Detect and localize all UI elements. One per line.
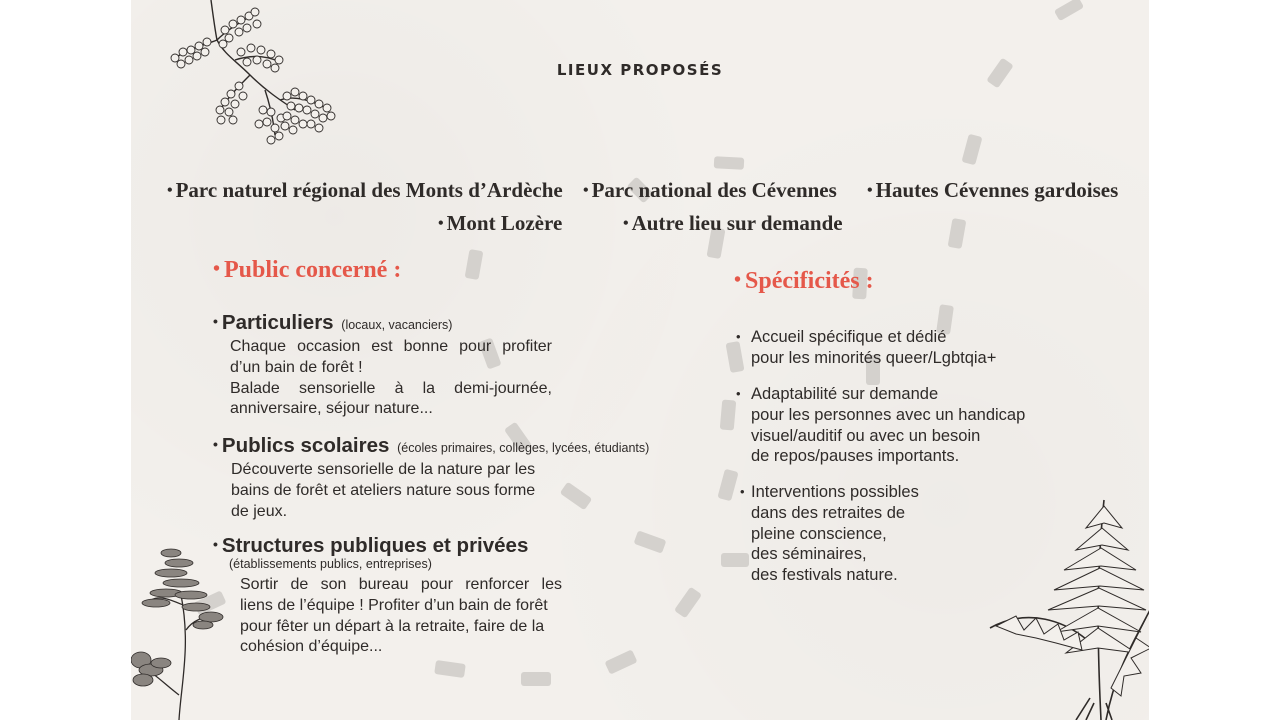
specificite-item: • Accueil spécifique et dédié pour les minorités queer/Lgbtqia+	[736, 328, 997, 367]
public-item-description: Découverte sensorielle de la nature par les bains de forêt et ateliers nature sous forme de jeux.	[231, 461, 536, 520]
location-item: • Autre lieu sur demande	[623, 211, 843, 235]
public-item-title: • Particuliers (locaux, vacanciers)	[213, 311, 453, 334]
specificite-item: • Adaptabilité sur demande pour les personnes avec un handicap visuel/auditif ou avec un besoin de repos/pauses importants.	[736, 385, 1026, 466]
wild-plant-illustration	[131, 545, 231, 720]
specificites-heading: • Spécificités :	[734, 268, 874, 294]
public-item-title: • Structures publiques et privées	[213, 534, 529, 557]
location-item: • Hautes Cévennes gardoises	[867, 178, 1119, 202]
specificite-item: • Interventions possibles dans des retraites de pleine conscience, des séminaires, des festivals nature.	[740, 483, 919, 585]
public-item-description: Chaque occasion est bonne pour profiter d’un bain de forêt ! Balade sensorielle à la demi-journée, anniversaire, séjour nature...	[230, 338, 552, 418]
location-item: • Parc naturel régional des Monts d’Ardèche	[167, 178, 563, 202]
location-item: • Parc national des Cévennes	[583, 178, 837, 202]
location-item: • Mont Lozère	[438, 211, 563, 235]
public-item-title: • Publics scolaires (écoles primaires, collèges, lycées, étudiants)	[213, 434, 650, 457]
public-heading: • Public concerné :	[213, 257, 402, 283]
flyer-page	[131, 0, 1149, 720]
page-title: LIEUX PROPOSÉS	[556, 61, 724, 79]
public-item-note: (établissements publics, entreprises)	[229, 557, 432, 571]
public-item-description: Sortir de son bureau pour renforcer les liens de l’équipe ! Profiter d’un bain de forêt pour fêter un départ à la retraite, faire de la cohésion d’équipe...	[240, 576, 562, 656]
fern-illustration	[986, 498, 1149, 720]
